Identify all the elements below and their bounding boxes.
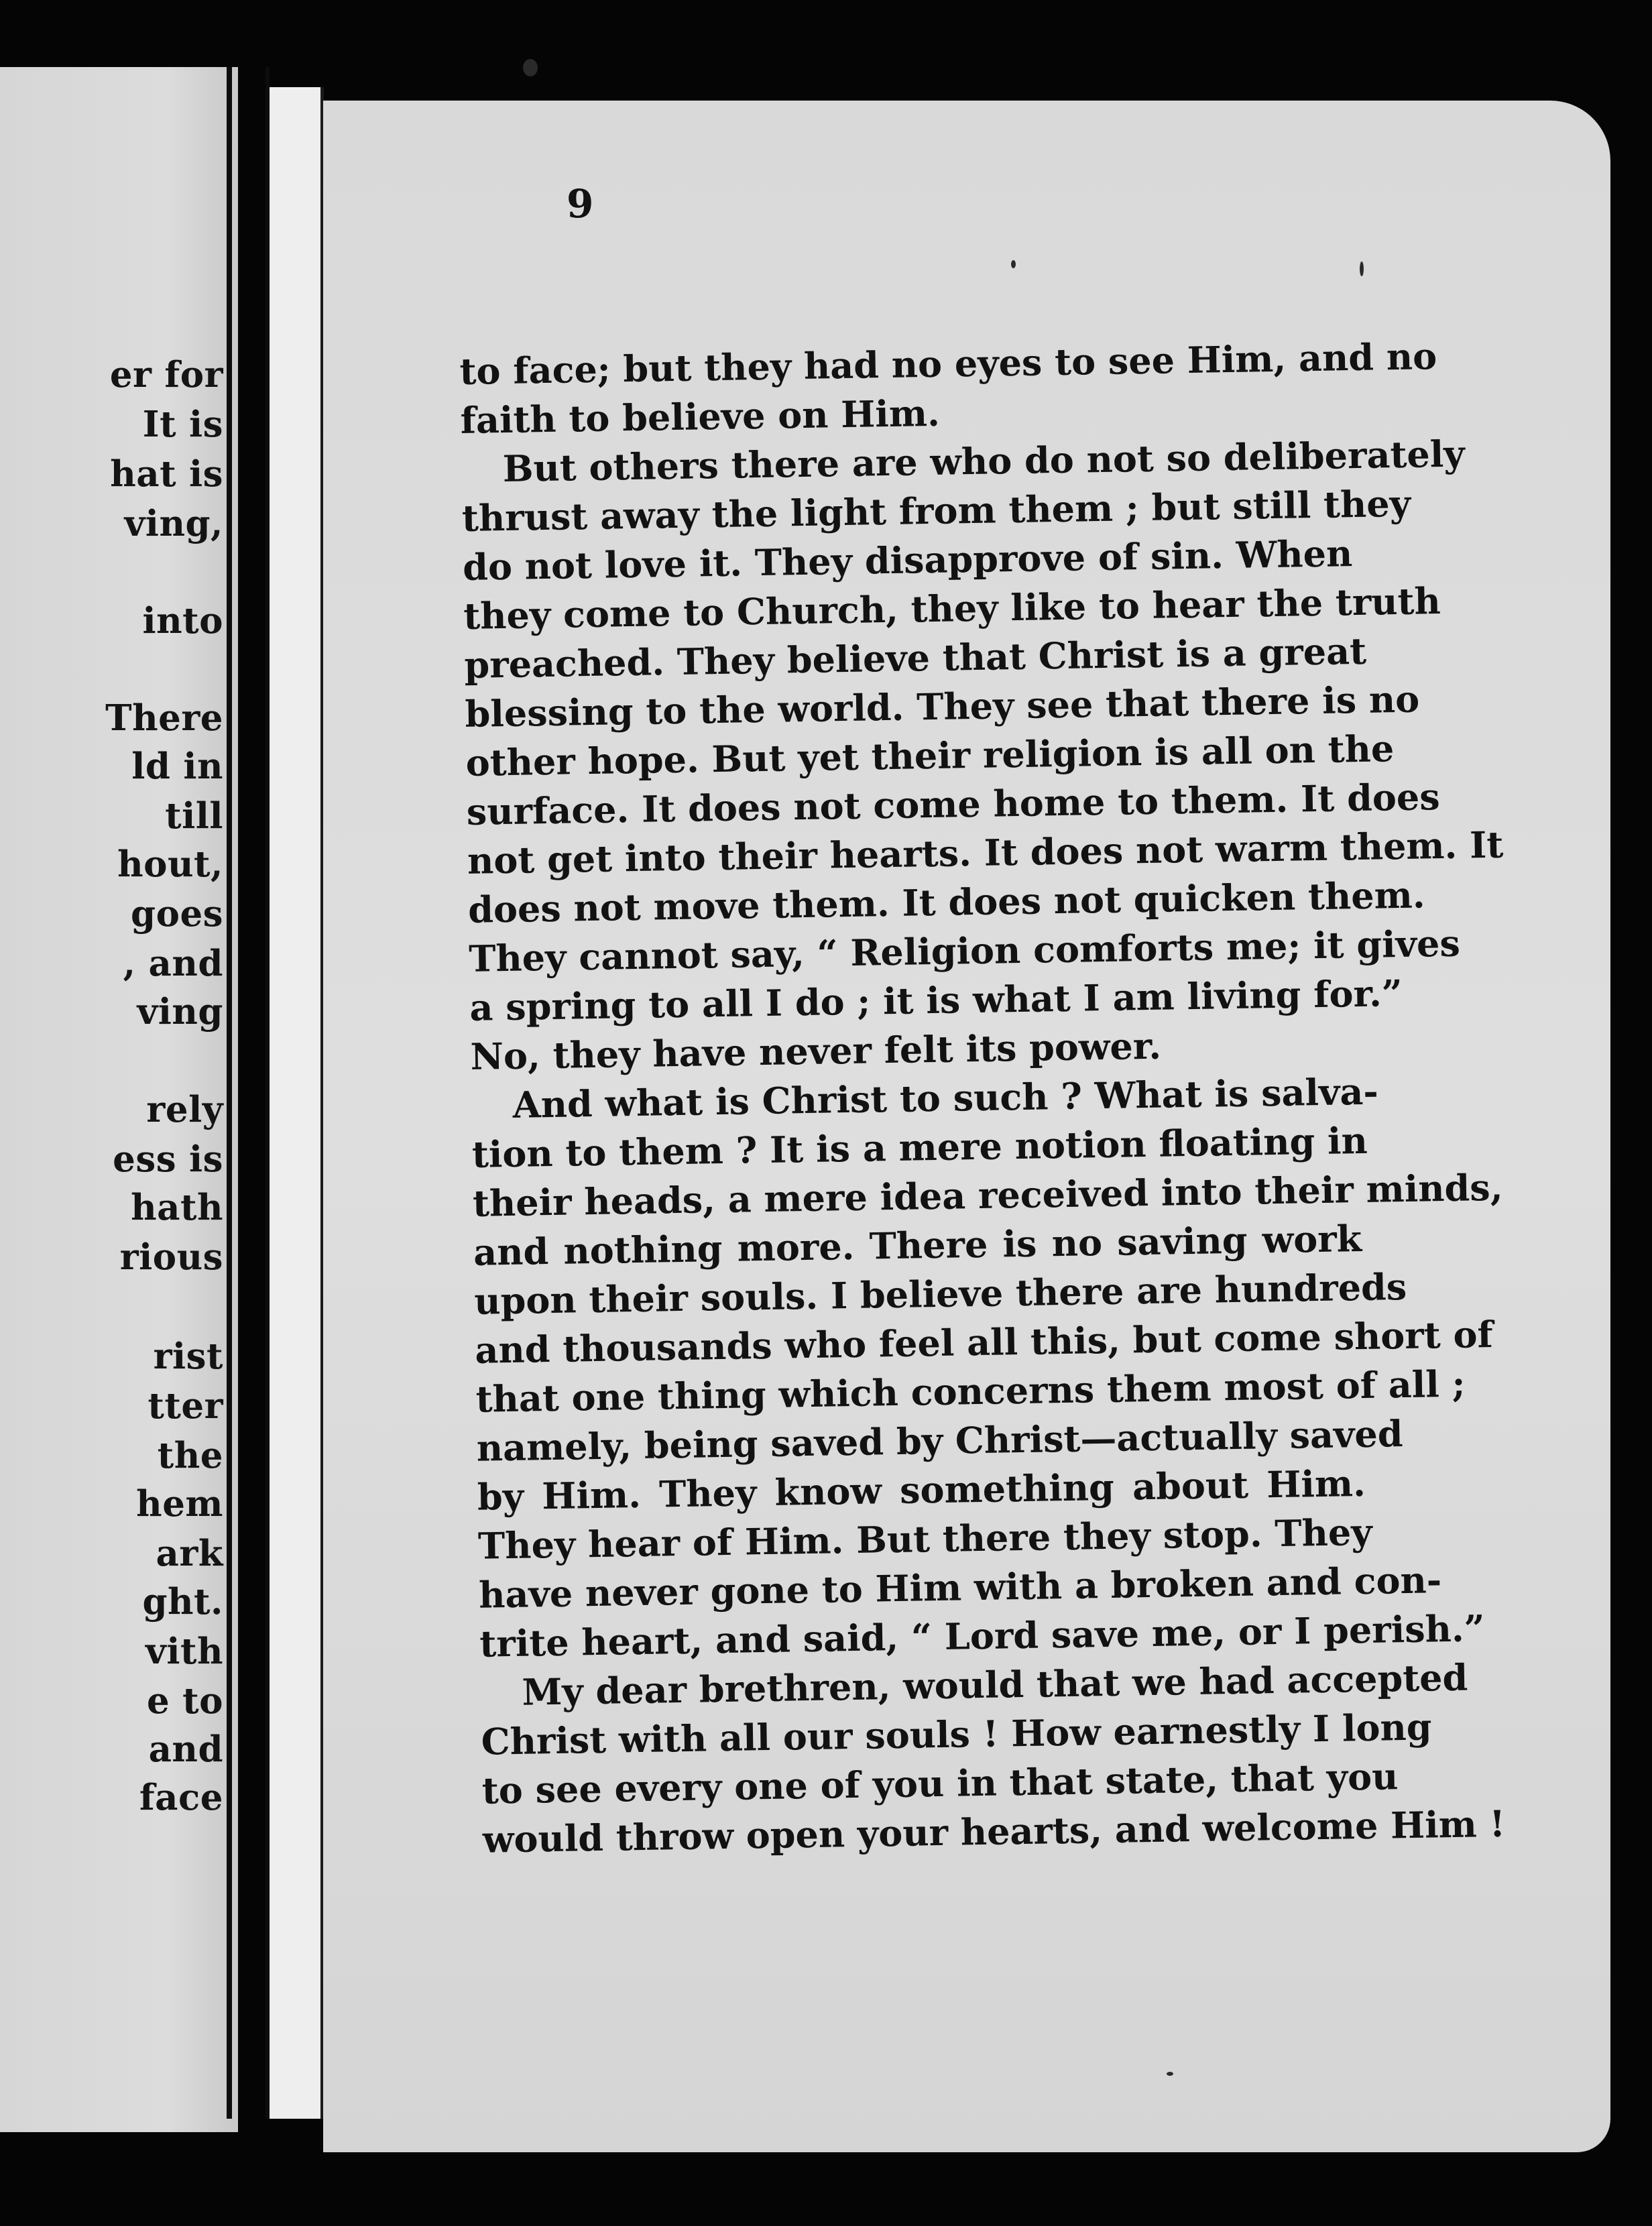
left-page-fragment: and (148, 1729, 223, 1770)
left-page-fragment: ark (156, 1533, 223, 1574)
text-line: trite heart, and said, “ Lord save me, or I perish.” (479, 1606, 1486, 1665)
text-line: thrust away the light from them ; but still they (461, 481, 1411, 540)
text-line: to see every one of you in that state, that you (481, 1755, 1399, 1812)
left-page-fragment: tter (148, 1385, 223, 1427)
left-page-fragment: er for (109, 354, 223, 396)
ink-speck (1360, 261, 1364, 276)
text-line: to face; but they had no eyes to see Him, and no (459, 335, 1437, 393)
left-page-fragment: ld in (131, 746, 223, 787)
left-page-fragment: ving (137, 991, 223, 1033)
left-page-fragment: hath (131, 1187, 223, 1228)
left-page-fragment: into (142, 600, 223, 642)
text-line: and thousands who feel all this, but come short of (474, 1312, 1494, 1372)
text-line: They hear of Him. But there they stop. They (477, 1510, 1373, 1568)
text-line: that one thing which concerns them most of all ; (475, 1362, 1466, 1421)
left-page-fragment: It is (142, 404, 223, 445)
left-page-fragment: vith (145, 1631, 223, 1672)
left-page-fragment: goes (131, 893, 223, 935)
text-line: preached. They believe that Christ is a great (463, 629, 1367, 687)
text-line: blessing to the world. They see that there is no (465, 677, 1420, 736)
text-line: a spring to all I do ; it is what I am living for.” (469, 972, 1403, 1029)
left-page-fragment: There (105, 697, 223, 739)
text-line: and nothing more. There is no saving work (473, 1217, 1362, 1274)
left-page-fragment: face (139, 1777, 223, 1818)
left-page-fragment: , and (123, 943, 223, 984)
left-page-fragment: hat is (110, 453, 223, 495)
text-line: would throw open your hearts, and welcome Him ! (482, 1802, 1506, 1861)
ink-speck (523, 59, 538, 76)
text-line: their heads, a mere idea received into their minds, (472, 1165, 1503, 1225)
text-line: have never gone to Him with a broken and con- (478, 1558, 1442, 1617)
text-line: upon their souls. I believe there are hundreds (473, 1265, 1407, 1323)
text-line: do not love it. They disapprove of sin. When (462, 532, 1353, 589)
binding-strip (270, 87, 323, 2119)
left-page-fragment: e to (146, 1680, 223, 1722)
text-line: tion to them ? It is a mere notion floating in (471, 1118, 1368, 1176)
left-page-fragment: rious (119, 1236, 223, 1278)
ink-speck (1011, 260, 1016, 268)
left-page-fragment: till (165, 795, 223, 837)
text-line: not get into their hearts. It does not warm them. It (467, 823, 1504, 882)
left-page-fragment: ess is (113, 1138, 223, 1180)
left-page-fragment: the (157, 1435, 223, 1476)
text-line: namely, being saved by Christ—actually saved (476, 1412, 1403, 1470)
left-page-fragment: ving, (124, 503, 223, 544)
text-line: But others there are who do not so deliberately (502, 432, 1466, 490)
text-line: My dear brethren, would that we had accepted (522, 1655, 1468, 1714)
left-page (0, 67, 238, 2132)
left-page-fragment: rely (146, 1089, 223, 1130)
text-line: No, they have never felt its power. (470, 1024, 1162, 1078)
left-page-edge (227, 67, 232, 2119)
text-line: And what is Christ to such ? What is salva- (512, 1069, 1379, 1126)
text-line: They cannot say, “ Religion comforts me; it gives (468, 921, 1461, 980)
text-line: Christ with all our souls ! How earnestly I long (481, 1705, 1432, 1763)
left-page-fragment: ght. (142, 1581, 223, 1623)
left-page-fragment: rist (153, 1336, 223, 1377)
text-line: faith to believe on Him. (460, 391, 941, 442)
text-line: does not move them. It does not quicken them. (467, 873, 1425, 931)
text-line: by Him. They know something about Him. (477, 1461, 1366, 1519)
text-line: they come to Church, they like to hear the truth (463, 579, 1441, 638)
body-text (459, 333, 1506, 1865)
text-line: other hope. But yet their religion is all on the (465, 727, 1395, 784)
left-page-fragment: hem (136, 1483, 223, 1525)
text-line: surface. It does not come home to them. It does (466, 775, 1441, 833)
page-number: 9 (567, 181, 594, 227)
ink-speck (1167, 2072, 1173, 2076)
left-page-fragment: hout, (117, 843, 223, 885)
